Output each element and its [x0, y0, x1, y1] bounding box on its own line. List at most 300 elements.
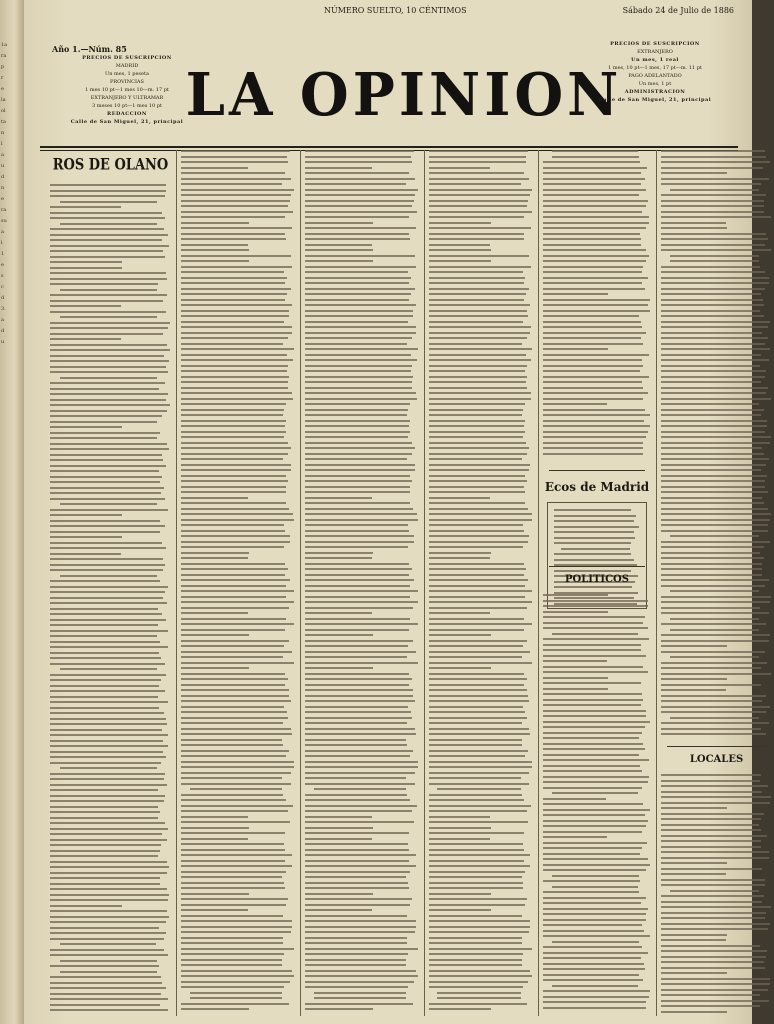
text-line — [543, 398, 643, 400]
text-line — [661, 1005, 760, 1007]
previous-page-fragment: d — [1, 295, 5, 301]
text-line — [181, 249, 249, 251]
text-line — [181, 904, 286, 906]
text-line — [181, 425, 285, 427]
text-line — [543, 403, 607, 405]
text-line — [305, 299, 409, 301]
text-line — [543, 919, 646, 921]
text-line — [429, 552, 491, 554]
text-line — [543, 161, 640, 163]
text-line — [670, 717, 759, 719]
text-line — [181, 579, 290, 581]
text-line — [661, 928, 768, 930]
text-line — [661, 700, 762, 702]
subscription-line: Un mes, 1 pt — [638, 81, 672, 87]
text-line — [50, 410, 167, 412]
text-line — [661, 923, 770, 925]
text-line — [429, 310, 527, 312]
text-line — [429, 304, 530, 306]
text-line — [50, 404, 170, 406]
text-line — [429, 975, 532, 977]
text-line — [181, 486, 286, 488]
column-3 — [303, 150, 421, 1016]
text-line — [429, 563, 524, 565]
text-line — [661, 972, 727, 974]
text-line — [429, 717, 527, 719]
text-line — [305, 827, 373, 829]
text-line — [661, 178, 769, 180]
text-line — [305, 409, 408, 411]
text-line — [50, 1004, 160, 1006]
text-line — [50, 954, 168, 956]
text-line — [429, 447, 529, 449]
text-line — [50, 850, 160, 852]
text-line — [50, 800, 164, 802]
text-line — [305, 772, 415, 774]
text-line — [543, 831, 642, 833]
text-line — [543, 365, 643, 367]
text-line — [554, 559, 634, 561]
text-line — [50, 877, 160, 879]
text-line — [314, 788, 406, 790]
text-line — [661, 695, 766, 697]
text-line — [661, 662, 767, 664]
text-line — [429, 667, 491, 669]
text-line — [50, 910, 167, 912]
previous-page-fragment: a — [1, 317, 4, 323]
text-line — [50, 745, 168, 747]
heading-locales: LOCALES — [689, 754, 744, 765]
text-line — [50, 212, 162, 214]
text-line — [181, 975, 294, 977]
text-line — [181, 216, 285, 218]
text-line — [181, 827, 249, 829]
text-line — [181, 876, 282, 878]
text-line — [661, 846, 761, 848]
text-line — [543, 869, 646, 871]
text-line — [50, 773, 165, 775]
text-line — [181, 601, 294, 603]
text-line — [50, 415, 162, 417]
text-line — [429, 722, 522, 724]
text-line — [181, 755, 286, 757]
column-rule — [300, 150, 301, 1016]
text-line — [661, 497, 762, 499]
text-line — [543, 754, 639, 756]
text-line — [429, 502, 525, 504]
text-line — [50, 498, 165, 500]
text-line — [305, 695, 413, 697]
text-line — [181, 717, 288, 719]
text-line — [181, 304, 292, 306]
text-line — [552, 633, 639, 635]
text-line — [305, 205, 412, 207]
text-line — [181, 794, 283, 796]
text-line — [50, 993, 161, 995]
text-line — [661, 563, 762, 565]
text-line — [429, 596, 525, 598]
text-line — [181, 398, 293, 400]
text-line — [305, 310, 413, 312]
text-line — [543, 798, 606, 800]
subscription-line: 1 mes, 10 pt—1 mes, 17 pt—m. 11 pt — [608, 65, 702, 71]
text-line — [429, 651, 530, 653]
text-line — [181, 777, 282, 779]
text-line — [50, 245, 169, 247]
text-line — [429, 211, 532, 213]
column-5 — [541, 150, 653, 1016]
text-line — [429, 744, 522, 746]
text-line — [305, 607, 413, 609]
previous-page-fragment: a — [1, 229, 4, 235]
text-line — [50, 305, 121, 307]
text-line — [181, 464, 291, 466]
text-line — [661, 711, 766, 713]
text-line — [181, 178, 291, 180]
text-line — [305, 739, 406, 741]
text-line — [181, 810, 288, 812]
text-line — [429, 579, 528, 581]
text-line — [661, 513, 771, 515]
text-line — [181, 299, 285, 301]
text-line — [429, 662, 532, 664]
text-line — [543, 392, 648, 394]
text-line — [305, 1003, 413, 1005]
text-line — [50, 646, 168, 648]
text-line — [429, 557, 490, 559]
text-line — [429, 491, 525, 493]
text-line — [429, 931, 529, 933]
text-line — [50, 872, 167, 874]
text-line — [543, 902, 641, 904]
text-line — [543, 957, 641, 959]
text-line — [181, 689, 289, 691]
text-line — [305, 453, 412, 455]
text-line — [429, 519, 532, 521]
previous-page-fragment: ol — [1, 108, 6, 114]
section-rule — [549, 470, 645, 471]
text-line — [554, 553, 631, 555]
text-line — [305, 585, 410, 587]
text-line — [543, 605, 648, 607]
text-line — [661, 978, 770, 980]
text-line — [429, 794, 522, 796]
subscription-line: PROVINCIAS — [110, 79, 144, 85]
text-line — [50, 465, 166, 467]
text-line — [181, 288, 291, 290]
text-line — [305, 420, 410, 422]
text-line — [429, 216, 524, 218]
text-line — [661, 912, 766, 914]
text-line — [670, 656, 759, 658]
text-line — [305, 733, 416, 735]
text-line — [429, 689, 527, 691]
text-line — [429, 266, 531, 268]
text-line — [429, 750, 528, 752]
text-line — [429, 948, 532, 950]
text-line — [661, 546, 764, 548]
text-line — [429, 249, 491, 251]
text-line — [305, 893, 373, 895]
text-line — [429, 601, 532, 603]
text-line — [543, 737, 639, 739]
text-line — [305, 777, 406, 779]
text-line — [429, 612, 490, 614]
text-line — [543, 842, 647, 844]
text-line — [543, 425, 650, 427]
text-line — [50, 712, 164, 714]
text-line — [429, 816, 490, 818]
text-line — [60, 767, 157, 769]
text-line — [50, 817, 158, 819]
text-line — [181, 348, 294, 350]
text-line — [661, 950, 767, 952]
previous-page-fragment: p — [1, 64, 5, 70]
text-line — [50, 833, 162, 835]
text-line — [670, 618, 759, 620]
text-line — [305, 596, 410, 598]
text-line — [305, 986, 408, 988]
text-line — [181, 722, 283, 724]
text-line — [661, 216, 771, 218]
text-line — [670, 255, 759, 257]
text-line — [543, 594, 608, 596]
text-line — [181, 953, 284, 955]
text-line — [661, 266, 760, 268]
subscription-line: Calle de San Miguel, 21, principal — [598, 97, 712, 103]
text-line — [543, 963, 644, 965]
text-line — [50, 388, 159, 390]
text-line — [661, 403, 759, 405]
text-line — [50, 652, 159, 654]
text-line — [661, 585, 765, 587]
text-line — [661, 398, 771, 400]
text-line — [661, 873, 726, 875]
text-line — [181, 530, 285, 532]
text-line — [661, 425, 767, 427]
text-line — [181, 948, 294, 950]
text-line — [305, 629, 409, 631]
text-line — [429, 233, 524, 235]
text-line — [543, 743, 643, 745]
text-line — [305, 458, 407, 460]
text-line — [429, 728, 529, 730]
masthead — [34, 34, 744, 144]
text-line — [50, 217, 165, 219]
text-line — [554, 586, 632, 588]
text-line — [429, 772, 529, 774]
text-line — [661, 1011, 727, 1013]
text-line — [305, 238, 410, 240]
text-line — [429, 986, 523, 988]
previous-page-fragment: ra — [1, 53, 7, 59]
text-line — [429, 656, 522, 658]
text-line — [50, 866, 169, 868]
text-line — [429, 156, 526, 158]
text-line — [50, 965, 159, 967]
text-line — [661, 840, 761, 842]
text-line — [305, 860, 409, 862]
text-line — [181, 612, 248, 614]
text-line — [181, 277, 287, 279]
text-line — [661, 337, 768, 339]
section-rule — [667, 746, 766, 747]
text-line — [661, 293, 761, 295]
text-line — [543, 825, 646, 827]
text-line — [429, 904, 525, 906]
text-line — [181, 315, 289, 317]
text-line — [181, 453, 288, 455]
text-line — [543, 453, 643, 455]
text-line — [543, 238, 641, 240]
text-line — [181, 293, 287, 295]
text-line — [661, 818, 761, 820]
text-line — [543, 682, 641, 684]
text-line — [50, 916, 169, 918]
text-line — [429, 953, 523, 955]
previous-page-fragment: 1a — [1, 42, 8, 48]
text-line — [429, 898, 527, 900]
text-line — [50, 729, 162, 731]
text-line — [543, 315, 639, 317]
text-line — [305, 497, 372, 499]
text-line — [429, 821, 528, 823]
text-line — [50, 674, 166, 676]
text-line — [661, 227, 727, 229]
text-line — [305, 794, 407, 796]
text-line — [429, 299, 524, 301]
text-line — [50, 982, 162, 984]
text-line — [305, 530, 409, 532]
text-line — [50, 921, 166, 923]
text-line — [181, 200, 290, 202]
text-line — [429, 876, 522, 878]
text-line — [429, 590, 532, 592]
column-text — [429, 150, 533, 1016]
text-line — [181, 684, 285, 686]
text-line — [429, 865, 530, 867]
text-line — [181, 887, 285, 889]
text-line — [429, 761, 532, 763]
text-line — [50, 597, 163, 599]
text-line — [181, 321, 284, 323]
text-line — [429, 810, 527, 812]
text-line — [305, 761, 418, 763]
text-line — [543, 968, 645, 970]
text-line — [661, 486, 765, 488]
text-line — [429, 343, 522, 345]
text-line — [543, 891, 639, 893]
text-line — [661, 796, 771, 798]
text-line — [305, 651, 416, 653]
text-line — [661, 829, 761, 831]
text-line — [661, 480, 765, 482]
text-line — [50, 481, 160, 483]
text-line — [429, 376, 527, 378]
text-line — [661, 381, 761, 383]
text-line — [437, 788, 521, 790]
text-line — [554, 509, 631, 511]
text-line — [50, 998, 168, 1000]
text-line — [670, 535, 759, 537]
text-line — [181, 799, 286, 801]
text-line — [429, 508, 528, 510]
text-line — [305, 392, 416, 394]
text-line — [429, 607, 527, 609]
text-line — [661, 150, 765, 152]
text-line — [181, 442, 288, 444]
text-line — [429, 222, 491, 224]
text-line — [305, 563, 409, 565]
heading-ros-de-olano: ROS DE OLANO — [52, 156, 169, 175]
text-line — [50, 283, 158, 285]
text-line — [543, 381, 642, 383]
text-line — [429, 882, 523, 884]
text-line — [543, 748, 645, 750]
text-line — [661, 983, 770, 985]
text-line — [661, 780, 760, 782]
text-line — [305, 981, 414, 983]
text-line — [429, 255, 529, 257]
text-line — [181, 816, 248, 818]
text-line — [50, 448, 169, 450]
text-line — [554, 542, 631, 544]
previous-page-fragment: s — [1, 273, 4, 279]
text-line — [50, 861, 167, 863]
text-line — [50, 195, 165, 197]
text-line — [181, 227, 292, 229]
text-line — [181, 519, 294, 521]
text-line — [661, 557, 764, 559]
text-line — [661, 706, 770, 708]
text-line — [670, 629, 759, 631]
text-line — [181, 266, 292, 268]
text-line — [661, 989, 768, 991]
text-line — [543, 644, 641, 646]
text-line — [554, 537, 635, 539]
text-line — [50, 366, 166, 368]
previous-page-fragment: u — [1, 163, 5, 169]
text-line — [543, 732, 642, 734]
text-line — [661, 469, 761, 471]
text-line — [429, 381, 526, 383]
text-line — [305, 321, 408, 323]
text-line — [429, 777, 521, 779]
text-line — [543, 233, 640, 235]
text-line — [305, 590, 418, 592]
text-line — [305, 838, 372, 840]
text-line — [661, 288, 765, 290]
text-line — [181, 431, 286, 433]
text-line — [50, 756, 166, 758]
text-line — [305, 200, 414, 202]
text-line — [305, 370, 411, 372]
text-line — [543, 167, 647, 169]
text-line — [305, 904, 410, 906]
text-line — [305, 337, 412, 339]
text-line — [305, 744, 407, 746]
text-line — [429, 403, 525, 405]
text-line — [554, 570, 631, 572]
text-line — [661, 961, 764, 963]
text-line — [661, 939, 726, 941]
text-line — [543, 897, 646, 899]
text-line — [661, 945, 760, 947]
text-line — [661, 431, 765, 433]
subscription-line: Calle de San Miguel, 21, principal — [70, 119, 184, 125]
text-line — [50, 267, 122, 269]
text-line — [181, 310, 289, 312]
